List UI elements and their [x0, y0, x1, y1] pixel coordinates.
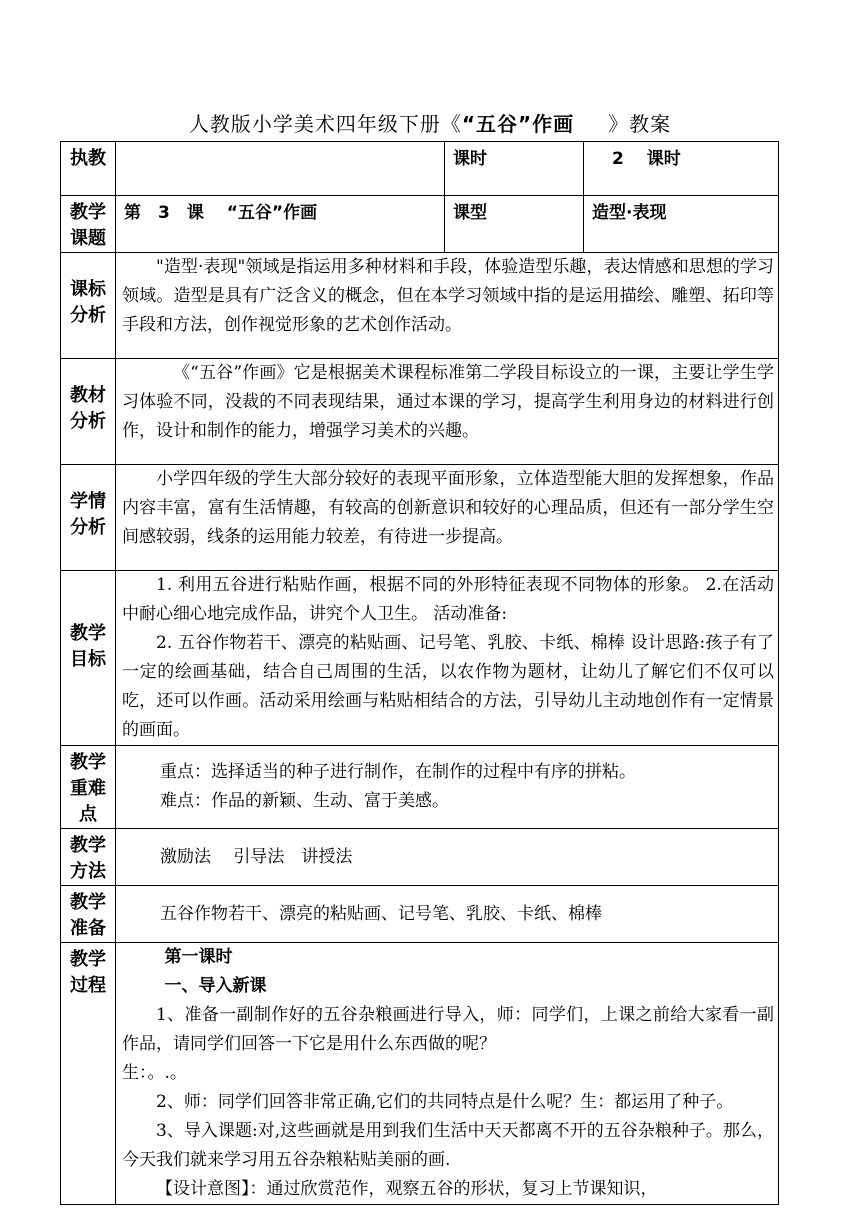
title-bold: “五谷”作画 [461, 112, 575, 136]
row-student [61, 465, 779, 571]
process-label: 教学过程 [61, 943, 116, 1205]
key-cell [116, 746, 779, 829]
row-key [61, 746, 779, 829]
topic-value: 第 3 课 “五谷”作画 [116, 196, 445, 253]
prep-cell [116, 886, 779, 943]
goal-text-2: 2. 五谷作物若干、漂亮的粘贴画、记号笔、乳胶、卡纸、棉棒 设计思路:孩子有了一定的绘画基础，结合自己周围的生活，以农作物为题材，让幼儿了解它们不仅可以吃，还可以作画。活动采用绘画与粘贴相结合的方法，引导幼儿主动地创作有一定情景的画面。 [122, 633, 774, 740]
student-cell [116, 465, 779, 571]
row-teacher [61, 142, 779, 196]
row-process [61, 943, 779, 1205]
standard-cell [116, 253, 779, 359]
row-standard [61, 253, 779, 359]
process-para-3: 2、师：同学们回答非常正确,它们的共同特点是什么呢？生：都运用了种子。 [156, 1092, 734, 1112]
row-material [61, 359, 779, 465]
process-cell [116, 943, 779, 1205]
goal-label: 教学目标 [61, 571, 116, 746]
student-label: 学情分析 [61, 465, 116, 571]
process-heading-1: 第一课时 [164, 947, 233, 967]
prep-label: 教学准备 [61, 886, 116, 943]
topic-label: 教学课题 [61, 196, 116, 253]
method-label: 教学方法 [61, 829, 116, 886]
process-heading-2: 一、导入新课 [164, 976, 267, 996]
standard-label: 课标分析 [61, 253, 116, 359]
row-method [61, 829, 779, 886]
hours-label: 课时 [445, 142, 584, 196]
process-para-4: 3、导入课题:对,这些画就是用到我们生活中天天都离不开的五谷杂粮种子。那么，今天我们就来学习用五谷杂粮粘贴美丽的画. [122, 1121, 774, 1170]
material-label: 教材分析 [61, 359, 116, 465]
method-text: 激励法 引导法 讲授法 [160, 846, 353, 867]
material-cell [116, 359, 779, 465]
hours-value: 2 课时 [584, 142, 779, 196]
material-text: 《“五谷”作画》它是根据美术课程标准第二学段目标设立的一课，主要让学生学习体验不同，没裁的不同表现结果，通过本课的学习，提高学生利用身边的材料进行创作，设计和制作的能力，增强学习美术的兴趣。 [122, 363, 774, 441]
key-text-1: 重点：选择适当的种子进行制作，在制作的过程中有序的拼粘。 [160, 762, 636, 782]
type-value: 造型·表现 [584, 196, 779, 253]
teacher-value [116, 142, 445, 196]
goal-text-1: 1. 利用五谷进行粘贴作画，根据不同的外形特征表现不同物体的形象。 2.在活动中耐心细心地完成作品，讲究个人卫生。 活动准备: [122, 575, 774, 624]
key-label: 教学重难点 [61, 746, 116, 829]
type-label: 课型 [445, 196, 584, 253]
prep-text: 五谷作物若干、漂亮的粘贴画、记号笔、乳胶、卡纸、棉棒 [160, 903, 602, 924]
key-text-2: 难点：作品的新颖、生动、富于美感。 [160, 791, 449, 811]
page-title: 人教版小学美术四年级下册《“五谷”作画 》教案 [188, 112, 672, 136]
lesson-plan-table [60, 141, 779, 1205]
row-prep [61, 886, 779, 943]
process-para-2: 生：。.。 [122, 1063, 187, 1083]
teacher-label: 执教 [61, 142, 116, 196]
row-goal [61, 571, 779, 746]
process-para-1: 1、准备一副制作好的五谷杂粮画进行导入，师：同学们，上课之前给大家看一副作品，请同学们回答一下它是用什么东西做的呢？ [122, 1005, 774, 1054]
process-para-5: 【设计意图】：通过欣赏范作，观察五谷的形状，复习上节课知识， [156, 1179, 658, 1199]
row-topic [61, 196, 779, 253]
student-text: 小学四年级的学生大部分较好的表现平面形象，立体造型能大胆的发挥想象，作品内容丰富，富有生活情趣，有较高的创新意识和较好的心理品质，但还有一部分学生空间感较弱，线条的运用能力较差，有待进一步提高。 [122, 469, 774, 547]
method-cell [116, 829, 779, 886]
standard-text: "造型·表现"领域是指运用多种材料和手段，体验造型乐趣，表达情感和思想的学习领域。造型是具有广泛含义的概念，但在本学习领域中指的是运用描绘、雕塑、拓印等手段和方法，创作视觉形象的艺术创作活动。 [122, 257, 774, 335]
goal-cell [116, 571, 779, 746]
